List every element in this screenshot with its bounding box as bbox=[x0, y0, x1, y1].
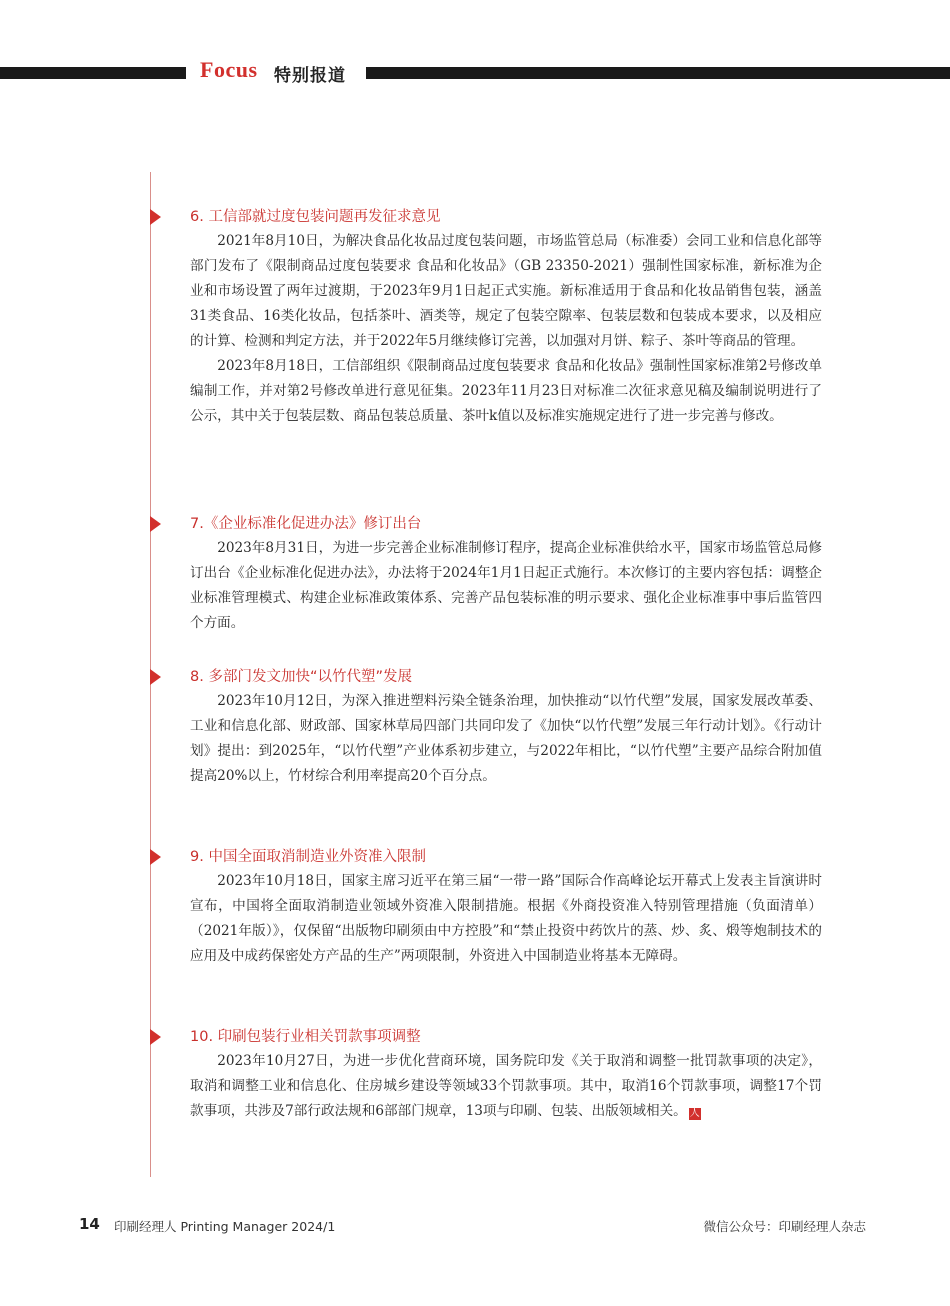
paragraph: 2023年10月18日，国家主席习近平在第三届“一带一路”国际合作高峰论坛开幕式上发表主旨演讲时宣布，中国将全面取消制造业领域外资准入限制措施。根据《外商投资准入特别管理措施（负面清单）（2021年版）》，仅保留“出版物印刷须由中方控股”和“禁止投资中药饮片的蒸、炒、炙、煅等炮制技术的应用及中成药保密处方产品的生产”两项限制，外资进入中国制造业将基本无障碍。 bbox=[190, 873, 822, 964]
header-focus-label: Focus bbox=[200, 57, 258, 82]
section-heading bbox=[150, 1025, 822, 1049]
paragraph bbox=[150, 1049, 822, 1124]
section-heading-text: 9. 中国全面取消制造业外资准入限制 bbox=[190, 849, 426, 865]
section-10 bbox=[150, 1025, 822, 1124]
paragraph: 2023年8月18日，工信部组织《限制商品过度包装要求 食品和化妆品》强制性国家标准第2号修改单编制工作，并对第2号修改单进行意见征集。2023年11月23日对标准二次征求意见稿及编制说明进行了公示，其中关于包装层数、商品包装总质量、茶叶k值以及标准实施规定进行了进一步完善与修改。 bbox=[190, 358, 822, 424]
section-heading bbox=[150, 512, 822, 536]
section-heading bbox=[150, 205, 822, 229]
paragraph: 2023年10月12日，为深入推进塑料污染全链条治理，加快推动“以竹代塑”发展，国家发展改革委、工业和信息化部、财政部、国家林草局四部门共同印发了《加快“以竹代塑”发展三年行动计划》。《行动计划》提出：到2025年，“以竹代塑”产业体系初步建立，与2022年相比，“以竹代塑”主要产品综合附加值提高20%以上，竹材综合利用率提高20个百分点。 bbox=[190, 693, 822, 784]
section-heading bbox=[150, 665, 822, 689]
paragraph-text: 2023年10月27日，为进一步优化营商环境，国务院印发《关于取消和调整一批罚款事项的决定》，取消和调整工业和信息化、住房城乡建设等领域33个罚款事项。其中，取消16个罚款事项，调整17个罚款事项，共涉及7部行政法规和6部部门规章，13项与印刷、包装、出版领域相关。 bbox=[190, 1053, 822, 1119]
section-heading bbox=[150, 845, 822, 869]
arrow-icon bbox=[150, 1029, 161, 1045]
end-mark-icon: 人 bbox=[689, 1108, 700, 1119]
footer-wechat-account: 微信公众号：印刷经理人杂志 bbox=[703, 1219, 866, 1234]
section-7 bbox=[150, 512, 822, 636]
section-9 bbox=[150, 845, 822, 969]
header-bar-left bbox=[0, 67, 186, 79]
paragraph: 2023年8月31日，为进一步完善企业标准制修订程序，提高企业标准供给水平，国家市场监管总局修订出台《企业标准化促进办法》，办法将于2024年1月1日起正式施行。本次修订的主要内容包括：调整企业标准管理模式、构建企业标准政策体系、完善产品包装标准的明示要求、强化企业标准事中事后监管四个方面。 bbox=[190, 540, 822, 631]
paragraph: 2021年8月10日，为解决食品化妆品过度包装问题，市场监管总局（标准委）会同工业和信息化部等部门发布了《限制商品过度包装要求 食品和化妆品》（GB 23350-2021）强制性国家标准，新标准为企业和市场设置了两年过渡期，于2023年9月1日起正式实施。新标准适用于食品和化妆品销售包装，涵盖31类食品、16类化妆品，包括茶叶、酒类等，规定了包装空隙率、包装层数和包装成本要求，以及相应的计算、检测和判定方法，并于2022年5月继续修订完善，以加强对月饼、粽子、茶叶等商品的管理。 bbox=[190, 233, 822, 349]
footer-magazine-title: 印刷经理人 Printing Manager 2024/1 bbox=[114, 1219, 336, 1234]
arrow-icon bbox=[150, 849, 161, 865]
header-bar-right bbox=[366, 67, 950, 79]
footer-page-number: 14 bbox=[79, 1215, 100, 1233]
section-heading-text: 6. 工信部就过度包装问题再发征求意见 bbox=[190, 209, 441, 225]
section-heading-text: 10. 印刷包装行业相关罚款事项调整 bbox=[190, 1029, 421, 1045]
arrow-icon bbox=[150, 669, 161, 685]
header-section-label: 特别报道 bbox=[274, 66, 346, 86]
section-heading-text: 8. 多部门发文加快“以竹代塑”发展 bbox=[190, 669, 412, 685]
section-6 bbox=[150, 205, 822, 429]
section-8 bbox=[150, 665, 822, 789]
section-heading-text: 7.《企业标准化促进办法》修订出台 bbox=[190, 516, 422, 532]
arrow-icon bbox=[150, 209, 161, 225]
arrow-icon bbox=[150, 516, 161, 532]
